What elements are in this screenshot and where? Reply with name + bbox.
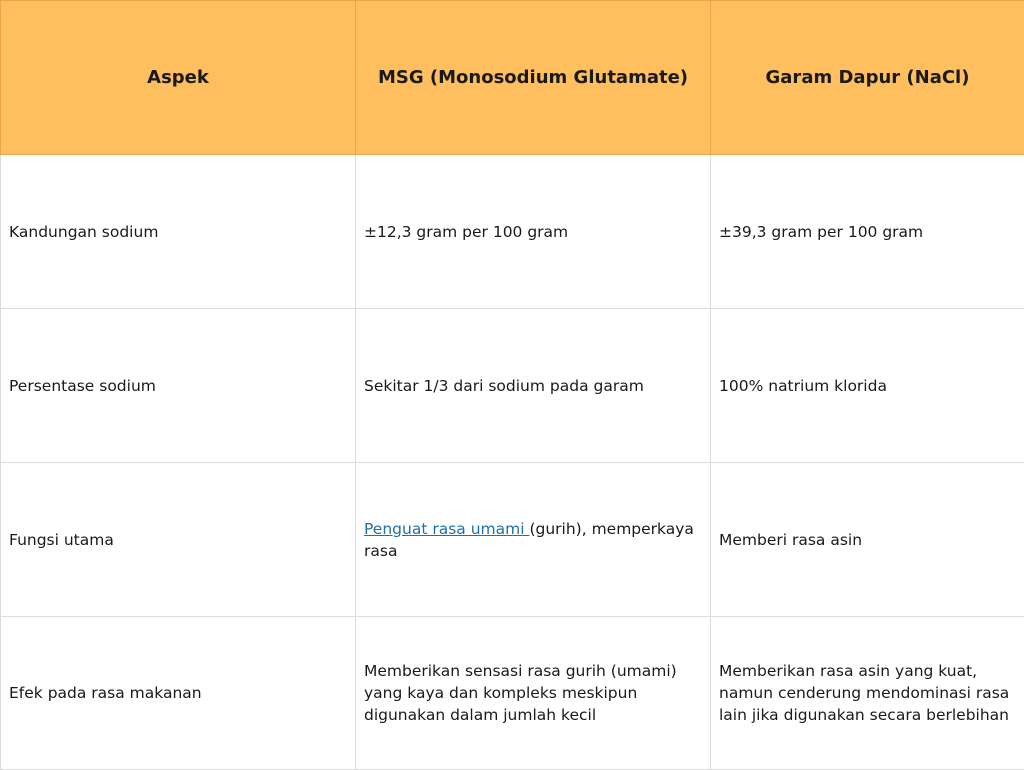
cell-msg: Memberikan sensasi rasa gurih (umami) yang kaya dan kompleks meskipun digunakan dalam jumlah kecil bbox=[356, 617, 711, 770]
header-aspek: Aspek bbox=[1, 1, 356, 155]
table-row bbox=[1, 155, 1024, 309]
cell-msg-text: (gurih), memperkaya rasa bbox=[364, 520, 694, 560]
cell-salt: 100% natrium klorida bbox=[711, 309, 1024, 463]
header-garam: Garam Dapur (NaCl) bbox=[711, 1, 1024, 155]
cell-aspect: Fungsi utama bbox=[1, 463, 356, 617]
cell-salt: ±39,3 gram per 100 gram bbox=[711, 155, 1024, 309]
table-row bbox=[1, 463, 1024, 617]
cell-msg: Sekitar 1/3 dari sodium pada garam bbox=[356, 309, 711, 463]
table-row bbox=[1, 309, 1024, 463]
cell-msg: ±12,3 gram per 100 gram bbox=[356, 155, 711, 309]
cell-aspect: Efek pada rasa makanan bbox=[1, 617, 356, 770]
cell-aspect: Kandungan sodium bbox=[1, 155, 356, 309]
table-header-row bbox=[1, 1, 1024, 155]
header-msg: MSG (Monosodium Glutamate) bbox=[356, 1, 711, 155]
cell-msg bbox=[356, 463, 711, 617]
cell-salt: Memberikan rasa asin yang kuat, namun cenderung mendominasi rasa lain jika digunakan secara berlebihan bbox=[711, 617, 1024, 770]
cell-aspect: Persentase sodium bbox=[1, 309, 356, 463]
cell-salt: Memberi rasa asin bbox=[711, 463, 1024, 617]
table-row bbox=[1, 617, 1024, 770]
umami-link[interactable]: Penguat rasa umami bbox=[364, 520, 529, 538]
